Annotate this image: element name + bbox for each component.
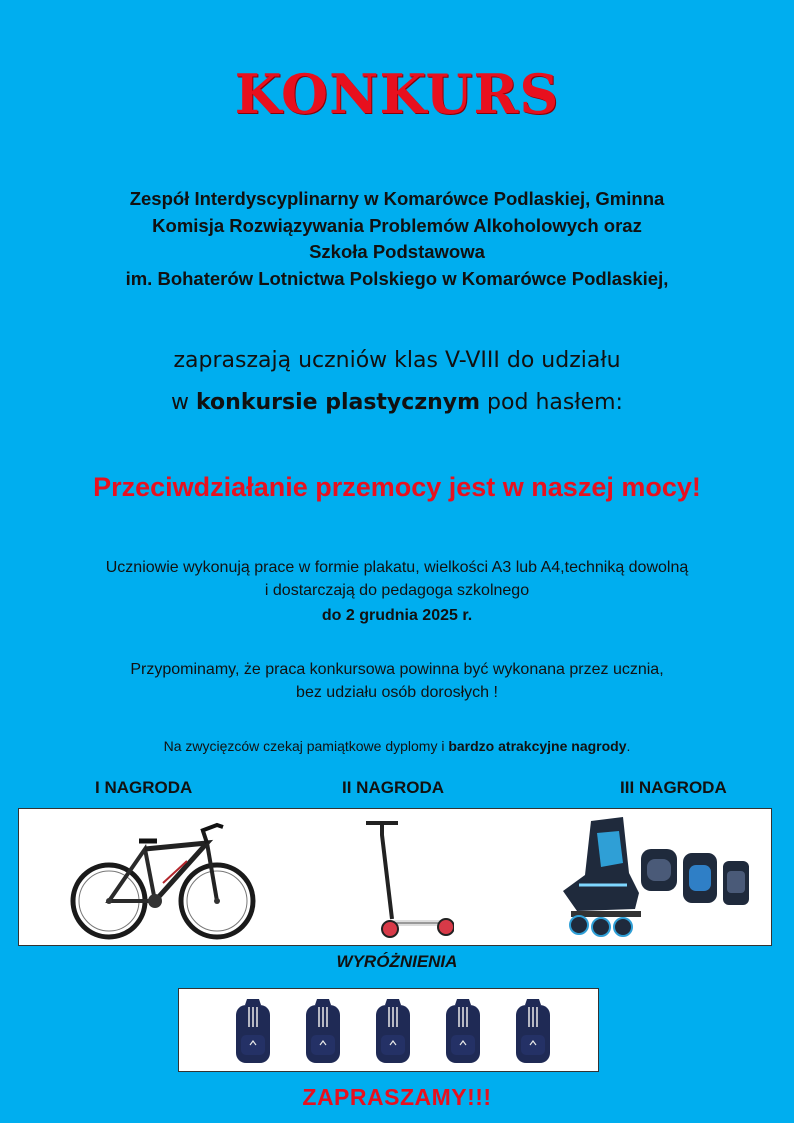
- prizes-note-bold: bardzo atrakcyjne nagrody: [448, 738, 627, 754]
- contest-motto: Przeciwdziałanie przemocy jest w naszej mocy!: [93, 472, 701, 502]
- prizes-box: [18, 808, 772, 946]
- organizers-line-2: Komisja Rozwiązywania Problemów Alkoholowych oraz: [152, 214, 642, 236]
- backpack-image: [373, 997, 413, 1065]
- reminder: [0, 658, 794, 704]
- organizers-line-1: Zespół Interdyscyplinarny w Komarówce Podlaskiej, Gminna: [129, 188, 665, 209]
- backpack-image: [443, 997, 483, 1065]
- rules-line-2: i dostarczają do pedagoga szkolnego: [264, 582, 530, 599]
- backpack-image: [303, 997, 343, 1065]
- second-prize-label: II NAGRODA: [342, 778, 444, 797]
- distinctions-box: [178, 988, 599, 1072]
- inline-skates-and-pads-image: [557, 813, 757, 945]
- contest-rules: [0, 556, 794, 627]
- organizers-line-4: im. Bohaterów Lotnictwa Polskiego w Komarówce Podlaskiej,: [125, 267, 669, 289]
- rules-line-1: Uczniowie wykonują prace w formie plakatu, wielkości A3 lub A4,techniką dowolną: [105, 559, 689, 576]
- invitation-line-1: zapraszają uczniów klas V-VIII do udziału: [173, 348, 621, 373]
- scooter-image: [364, 815, 454, 943]
- third-prize-label: III NAGRODA: [620, 778, 727, 797]
- invitation-line-2: [0, 382, 794, 424]
- organizers-line-3: Szkoła Podstawowa: [309, 241, 485, 262]
- title: KONKURS: [234, 62, 560, 126]
- reminder-line-1: Przypominamy, że praca konkursowa powinna być wykonana przez ucznia,: [130, 661, 664, 678]
- prizes-note-suffix: .: [626, 738, 631, 754]
- invitation: [0, 340, 794, 424]
- invitation-suffix: pod hasłem:: [480, 390, 623, 415]
- invitation-prefix: w: [171, 390, 197, 415]
- organizers: [0, 186, 794, 292]
- backpack-image: [513, 997, 553, 1065]
- contest-type: konkursie plastycznym: [196, 390, 481, 415]
- bicycle-image: [67, 815, 257, 943]
- first-prize-label: I NAGRODA: [95, 778, 193, 797]
- backpack-image: [233, 997, 273, 1065]
- deadline: do 2 grudnia 2025 r.: [321, 607, 473, 624]
- distinctions-label: WYRÓŻNIENIA: [336, 952, 458, 971]
- reminder-line-2: bez udziału osób dorosłych !: [296, 684, 498, 701]
- closing-invitation: ZAPRASZAMY!!!: [302, 1084, 492, 1110]
- prizes-note-prefix: Na zwycięzców czekaj pamiątkowe dyplomy i: [163, 738, 449, 754]
- prizes-note: [0, 738, 794, 754]
